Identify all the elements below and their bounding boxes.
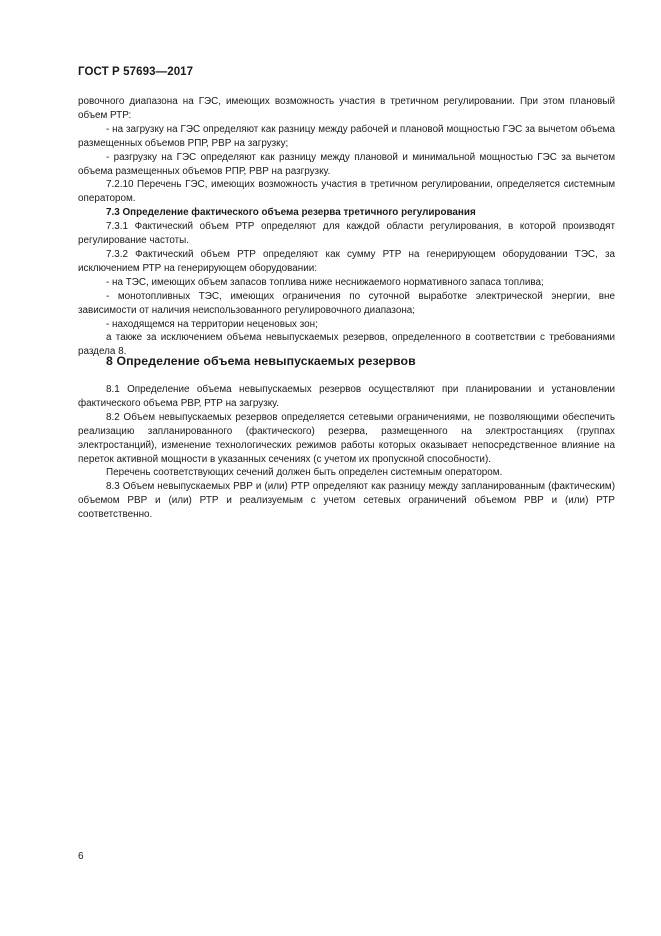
list-item: - находящемся на территории неценовых зон; — [106, 318, 318, 330]
list-item: - на ТЭС, имеющих объем запасов топлива ниже неснижаемого нормативного запаса топлива; — [106, 276, 544, 288]
paragraph: 7.2.10 Перечень ГЭС, имеющих возможность участия в третичном регулировании, определяется системным оператором. — [78, 179, 615, 205]
paragraph: 7.3.1 Фактический объем РТР определяют для каждой области регулирования, в которой производят регулирование частоты. — [78, 221, 615, 247]
subsection-heading: 7.3 Определение фактического объема резерва третичного регулирования — [106, 207, 476, 219]
body-text-upper — [78, 95, 615, 359]
paragraph: 8.1 Определение объема невыпускаемых резервов осуществляют при планировании и установлении фактического объема РВР, РТР на загрузку. — [78, 384, 615, 409]
document-header: ГОСТ Р 57693—2017 — [78, 66, 194, 78]
list-item: - монотопливных ТЭС, имеющих ограничения по суточной выработке электрической энергии, вне зависимости от наличия неиспользованного регулировочного диапазона; — [78, 290, 615, 316]
paragraph: Перечень соответствующих сечений должен быть определен системным оператором. — [106, 467, 503, 479]
section-8-heading: 8 Определение объема невыпускаемых резервов — [106, 354, 416, 368]
page-number: 6 — [78, 851, 84, 862]
paragraph: 7.3.2 Фактический объем РТР определяют как сумму РТР на генерирующем оборудовании ТЭС, за исключением РТР на генерирующем оборудовании: — [78, 248, 615, 274]
body-text-lower — [78, 383, 615, 522]
paragraph: ровочного диапазона на ГЭС, имеющих возможность участия в третичном регулировании. При этом плановый объем РТР: — [78, 96, 615, 121]
paragraph: а также за исключением объема невыпускаемых резервов, определенного в соответствии с требованиями раздела 8. — [78, 332, 615, 358]
paragraph: 8.2 Объем невыпускаемых резервов определяется сетевыми ограничениями, не позволяющими обеспечить реализацию запланированного (фактического) резерва, размещенного на электростанциях (группах электростанций), изменение технологических режимов работы которых оказывает непосредственное влияние на переток активной мощности в указанных сечениях (с учетом их пропускной способности). — [78, 411, 615, 465]
paragraph: 8.3 Объем невыпускаемых РВР и (или) РТР определяют как разницу между запланированным (фактическим) объемом РВР и (или) РТР и реализуемым с учетом сетевых ограничений объемом РВР и (или) РТР соответственно. — [78, 481, 615, 521]
list-item: - на загрузку на ГЭС определяют как разницу между рабочей и плановой мощностью ГЭС за вычетом объема размещенных объемов РПР, РВР на загрузку; — [78, 123, 615, 149]
list-item: - разгрузку на ГЭС определяют как разницу между плановой и минимальной мощностью ГЭС за вычетом объема размещенных объемов РПР, РВР на разгрузку. — [78, 151, 615, 177]
